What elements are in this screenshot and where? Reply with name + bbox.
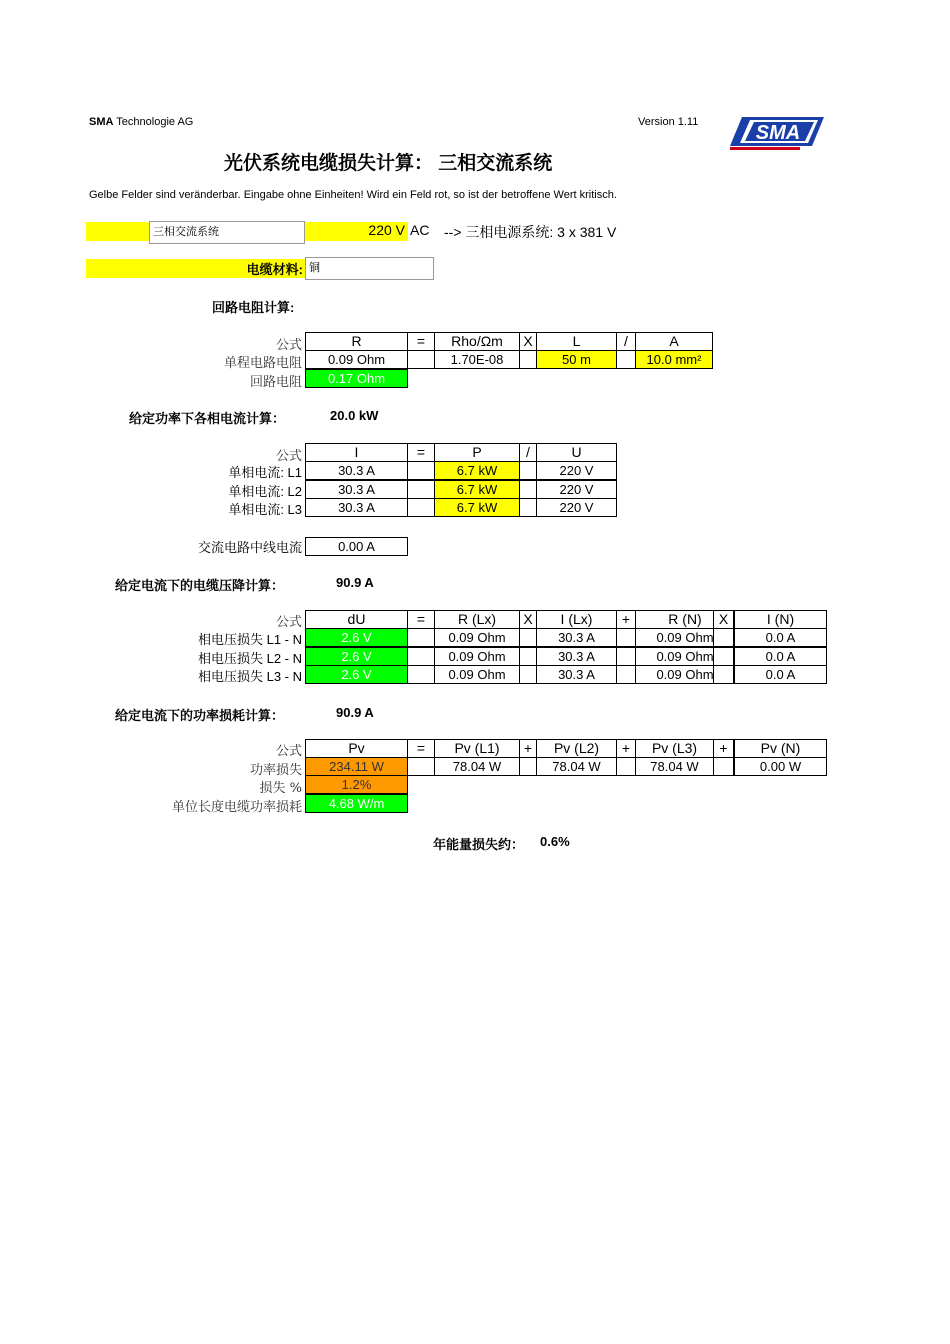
voltage-drop-row-2-cell-1 bbox=[407, 647, 435, 666]
material-label: 电缆材料: bbox=[246, 262, 303, 277]
instruction-note: Gelbe Felder sind veränderbar. Eingabe ohne Einheiten! Wird ein Feld rot, so ist der betroffene Wert kritisch. bbox=[89, 189, 617, 201]
current-row-2-cell-1 bbox=[407, 480, 435, 499]
power-loss-cell-6: 78.04 W bbox=[635, 757, 714, 776]
current-title: 给定功率下各相电流计算： bbox=[129, 411, 286, 426]
voltage-drop-row-3-cell-7 bbox=[713, 665, 734, 684]
system-type-select[interactable]: 三相交流系统 bbox=[149, 221, 305, 244]
current-row-label-2: 单相电流: L2 bbox=[228, 483, 302, 499]
company-name: SMA Technologie AG bbox=[89, 116, 194, 128]
voltage-value: 220 V bbox=[368, 222, 405, 238]
resistance-formula-label: 公式 bbox=[275, 338, 302, 353]
voltage-drop-header-6: R (N) bbox=[635, 610, 735, 629]
current-header-1: = bbox=[407, 443, 435, 462]
voltage-drop-row-2-cell-6: 0.09 Ohm bbox=[635, 647, 735, 666]
power-loss-header-7: + bbox=[713, 739, 734, 758]
voltage-drop-row-3-cell-0: 2.6 V bbox=[305, 665, 408, 684]
voltage-drop-row-3-cell-8: 0.0 A bbox=[734, 665, 827, 684]
current-row-3-cell-0: 30.3 A bbox=[305, 498, 408, 517]
voltage-drop-row-2-cell-3 bbox=[519, 647, 537, 666]
voltage-drop-row-1-cell-0: 2.6 V bbox=[305, 628, 408, 647]
power-loss-header-1: = bbox=[407, 739, 435, 758]
voltage-drop-header-5: + bbox=[616, 610, 636, 629]
voltage-drop-row-1-cell-2: 0.09 Ohm bbox=[434, 628, 520, 647]
annual-loss-value: 0.6% bbox=[540, 834, 570, 849]
power-loss-cell-1 bbox=[407, 757, 435, 776]
power-loss-cell-4: 78.04 W bbox=[536, 757, 617, 776]
power-loss-cell-5 bbox=[616, 757, 636, 776]
resistance-header-2: Rho/Ωm bbox=[434, 332, 520, 351]
power-loss-current: 90.9 A bbox=[336, 705, 374, 720]
power-loss-cell-7 bbox=[713, 757, 734, 776]
voltage-drop-row-1-cell-4: 30.3 A bbox=[536, 628, 617, 647]
resistance-header-4: L bbox=[536, 332, 617, 351]
current-row-1-cell-1 bbox=[407, 461, 435, 480]
voltage-drop-row-2-cell-0: 2.6 V bbox=[305, 647, 408, 666]
voltage-drop-row-3-cell-1 bbox=[407, 665, 435, 684]
voltage-drop-formula-label: 公式 bbox=[275, 615, 302, 630]
loop-resistance-label: 回路电阻 bbox=[249, 375, 302, 390]
current-header-4: U bbox=[536, 443, 617, 462]
power-loss-cell-3 bbox=[519, 757, 537, 776]
resistance-header-3: X bbox=[519, 332, 537, 351]
voltage-drop-row-1-cell-3 bbox=[519, 628, 537, 647]
power-loss-title: 给定电流下的功率损耗计算： bbox=[115, 708, 285, 723]
resistance-header-0: R bbox=[305, 332, 408, 351]
current-row-1-cell-2: 6.7 kW bbox=[434, 461, 520, 480]
neutral-current-value: 0.00 A bbox=[305, 537, 408, 556]
power-loss-formula-label: 公式 bbox=[275, 744, 302, 759]
voltage-drop-row-3-cell-3 bbox=[519, 665, 537, 684]
current-row-1-cell-3 bbox=[519, 461, 537, 480]
voltage-drop-row-2-cell-7 bbox=[713, 647, 734, 666]
voltage-drop-row-label-3: 相电压损失 L3 - N bbox=[197, 669, 302, 684]
power-loss-row-label: 功率损失 bbox=[249, 763, 302, 778]
voltage-drop-row-3-cell-2: 0.09 Ohm bbox=[434, 665, 520, 684]
voltage-drop-row-1-cell-5 bbox=[616, 628, 636, 647]
current-row-2-cell-0: 30.3 A bbox=[305, 480, 408, 499]
loss-percent-value: 1.2% bbox=[305, 775, 408, 794]
current-header-0: I bbox=[305, 443, 408, 462]
voltage-drop-row-3-cell-6: 0.09 Ohm bbox=[635, 665, 735, 684]
voltage-drop-header-1: = bbox=[407, 610, 435, 629]
loss-percent-label: 损失 % bbox=[259, 781, 302, 796]
current-row-3-cell-3 bbox=[519, 498, 537, 517]
three-phase-info: --> 三相电源系统: 3 x 381 V bbox=[444, 224, 617, 240]
power-value: 20.0 kW bbox=[330, 408, 379, 423]
voltage-drop-row-label-2: 相电压损失 L2 - N bbox=[197, 650, 302, 666]
current-row-2-cell-2: 6.7 kW bbox=[434, 480, 520, 499]
power-loss-header-2: Pv (L1) bbox=[434, 739, 520, 758]
annual-loss-label: 年能量损失约： bbox=[433, 837, 525, 852]
voltage-drop-row-3-cell-4: 30.3 A bbox=[536, 665, 617, 684]
resistance-cell-6: 10.0 mm² bbox=[635, 350, 713, 369]
voltage-drop-row-1-cell-6: 0.09 Ohm bbox=[635, 628, 735, 647]
voltage-drop-header-8: I (N) bbox=[734, 610, 827, 629]
current-row-3-cell-1 bbox=[407, 498, 435, 517]
current-row-2-cell-4: 220 V bbox=[536, 480, 617, 499]
voltage-drop-row-2-cell-8: 0.0 A bbox=[734, 647, 827, 666]
current-row-3-cell-2: 6.7 kW bbox=[434, 498, 520, 517]
voltage-drop-row-label-1: 相电压损失 L1 - N bbox=[197, 632, 302, 647]
resistance-cell-3 bbox=[519, 350, 537, 369]
ac-label: AC bbox=[410, 222, 430, 238]
power-loss-header-3: + bbox=[519, 739, 537, 758]
voltage-drop-current: 90.9 A bbox=[336, 575, 374, 590]
current-header-3: / bbox=[519, 443, 537, 462]
voltage-drop-header-0: dU bbox=[305, 610, 408, 629]
voltage-drop-row-1-cell-1 bbox=[407, 628, 435, 647]
resistance-cell-4: 50 m bbox=[536, 350, 617, 369]
voltage-drop-row-1-cell-8: 0.0 A bbox=[734, 628, 827, 647]
voltage-drop-row-3-cell-5 bbox=[616, 665, 636, 684]
voltage-drop-row-2-cell-4: 30.3 A bbox=[536, 647, 617, 666]
power-loss-cell-0: 234.11 W bbox=[305, 757, 408, 776]
power-loss-header-0: Pv bbox=[305, 739, 408, 758]
power-loss-cell-8: 0.00 W bbox=[734, 757, 827, 776]
current-row-1-cell-0: 30.3 A bbox=[305, 461, 408, 480]
voltage-drop-title: 给定电流下的电缆压降计算： bbox=[115, 578, 285, 593]
current-row-label-1: 单相电流: L1 bbox=[228, 465, 302, 480]
power-loss-header-6: Pv (L3) bbox=[635, 739, 714, 758]
resistance-header-5: / bbox=[616, 332, 636, 351]
single-resistance-label: 单程电路电阻 bbox=[223, 356, 302, 371]
resistance-header-6: A bbox=[635, 332, 713, 351]
power-loss-header-4: Pv (L2) bbox=[536, 739, 617, 758]
material-select[interactable]: 铜 bbox=[305, 257, 434, 280]
neutral-current-label: 交流电路中线电流 bbox=[197, 540, 302, 555]
voltage-drop-header-2: R (Lx) bbox=[434, 610, 520, 629]
resistance-cell-2: 1.70E-08 bbox=[434, 350, 520, 369]
power-loss-header-8: Pv (N) bbox=[734, 739, 827, 758]
resistance-title: 回路电阻计算: bbox=[212, 300, 295, 315]
current-row-1-cell-4: 220 V bbox=[536, 461, 617, 480]
sma-logo bbox=[728, 114, 826, 152]
power-loss-cell-2: 78.04 W bbox=[434, 757, 520, 776]
loss-per-meter-value: 4.68 W/m bbox=[305, 794, 408, 813]
loop-resistance-value: 0.17 Ohm bbox=[305, 369, 408, 388]
loss-per-meter-label: 单位长度电缆功率损耗 bbox=[171, 800, 302, 815]
voltage-drop-header-7: X bbox=[713, 610, 734, 629]
resistance-header-1: = bbox=[407, 332, 435, 351]
logo-text: SMA bbox=[755, 122, 801, 144]
current-formula-label: 公式 bbox=[275, 449, 302, 464]
resistance-cell-1 bbox=[407, 350, 435, 369]
current-row-2-cell-3 bbox=[519, 480, 537, 499]
voltage-drop-row-1-cell-7 bbox=[713, 628, 734, 647]
voltage-drop-header-4: I (Lx) bbox=[536, 610, 617, 629]
resistance-cell-0: 0.09 Ohm bbox=[305, 350, 408, 369]
power-loss-header-5: + bbox=[616, 739, 636, 758]
voltage-drop-row-2-cell-2: 0.09 Ohm bbox=[434, 647, 520, 666]
voltage-drop-row-2-cell-5 bbox=[616, 647, 636, 666]
current-header-2: P bbox=[434, 443, 520, 462]
page-title: 光伏系统电缆损失计算： 三相交流系统 bbox=[224, 153, 553, 174]
version-label: Version 1.11 bbox=[638, 116, 699, 128]
voltage-drop-header-3: X bbox=[519, 610, 537, 629]
resistance-cell-5 bbox=[616, 350, 636, 369]
current-row-label-3: 单相电流: L3 bbox=[228, 502, 302, 517]
current-row-3-cell-4: 220 V bbox=[536, 498, 617, 517]
